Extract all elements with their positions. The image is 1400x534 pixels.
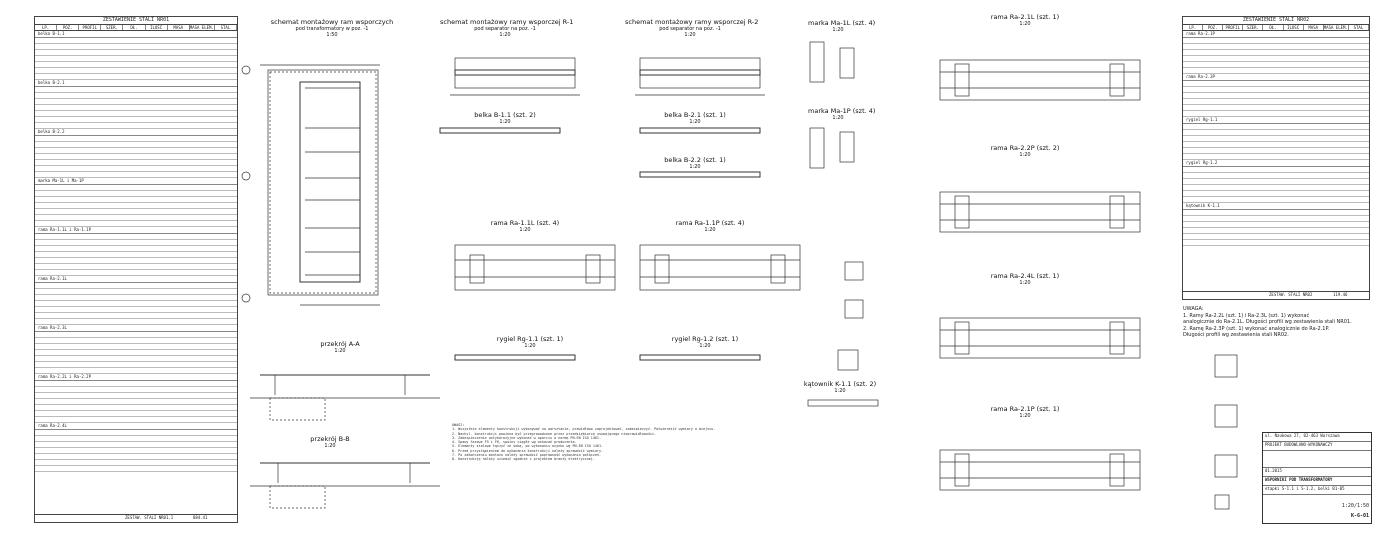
column-header: MASA ELEM. (1323, 25, 1348, 30)
rama-ra11p-title-text: rama Ra-1.1P (szt. 4) (675, 219, 745, 227)
uwagi-line: 1. Ramy Ra-2.2L (szt. 1) i Ra-2.3L (szt. 1) wykonać (1183, 312, 1310, 319)
katownik-title-text: kątownik K-1.1 (szt. 2) (803, 380, 877, 388)
rama-ra24l-title-text: rama Ra-2.4L (szt. 1) (990, 272, 1060, 280)
schemat-r2-subtitle: pod separator na poz. -1 (659, 26, 721, 32)
rygiel-rg11-title-text: rygiel Rg-1.1 (szt. 1) (496, 335, 564, 343)
column-header: ILOŚĆ (1284, 25, 1304, 30)
rama-ra11p-scale: 1:20 (704, 227, 716, 233)
column-header: LP. (35, 25, 57, 30)
rama-ra24l-scale: 1:20 (1019, 280, 1031, 286)
column-header: DŁ. (1263, 25, 1283, 30)
marka-ma1p-scale: 1:20 (832, 115, 844, 121)
schedule-section: marka Ma-1L i Ma-1P (35, 178, 237, 185)
column-header: MASA ELEM. (189, 25, 214, 30)
schedule-section: rama Ra-2.2L i Ra-2.2P (35, 374, 237, 381)
rama-ra22p-scale: 1:20 (1019, 152, 1031, 158)
przekroj-aa-scale: 1:20 (334, 348, 346, 354)
steel-schedule-total: 119.46 (1333, 292, 1348, 297)
title-block (1262, 432, 1372, 524)
rygiel-rg12-title-text: rygiel Rg-1.2 (szt. 1) (671, 335, 739, 343)
note-line: 3. Zabezpieczenie antykorozyjne wykonać w oparciu o normę PN-EN ISO 1461. (452, 435, 602, 440)
schedule-section: rama Ra-2.1L (35, 276, 237, 283)
rama-ra21l-scale: 1:20 (1019, 21, 1031, 27)
schemat-main-subtitle: pod transformatory w poz. -1 (295, 26, 369, 32)
note-line: 6. Przed przystąpieniem do wykonania konstrukcji należy sprawdzić wymiary. (452, 448, 604, 453)
belka-b11-title-text: belka B-1.1 (szt. 2) (474, 111, 536, 119)
rama-ra11l-drawing (455, 245, 615, 290)
rama-ra21p-title-text: rama Ra-2.1P (szt. 1) (990, 405, 1060, 413)
przekroj-bb-title-text: przekrój B-B (310, 435, 350, 443)
note-line: 2. Nachyl. konstrukcji powinno być przeprowadzone przez przedsiębiorcę usuwającego nieprawidłowości. (452, 431, 657, 436)
note-line: 1. Wszystkie elementy konstrukcji wykonywać na warsztacie, prawidłowo zaprojektować, zabezpieczyć. Potwierdzić wymiary w miejscu. (452, 427, 716, 432)
rama-ra11p-drawing (640, 245, 800, 290)
rama-ra11l-scale: 1:20 (519, 227, 531, 233)
przekroj-bb-drawing (250, 463, 440, 508)
column-header: SZER. (101, 25, 123, 30)
schemat-r2-drawing (635, 58, 765, 95)
schedule-section: rama Ra-1.1L i Ra-1.1P (35, 227, 237, 234)
schemat-main-title-text: schemat montażowy ram wsporczych (270, 18, 394, 26)
column-header: DŁ. (123, 25, 145, 30)
rama-ra11l-title-text: rama Ra-1.1L (szt. 4) (490, 219, 560, 227)
rama-ra21l-drawing (940, 60, 1140, 100)
general-notes (452, 423, 715, 462)
schedule-section: kątownik K-1.1 (1183, 203, 1369, 210)
schedule-section: belka B-1.1 (35, 31, 237, 38)
column-header: POZ. (57, 25, 79, 30)
column-header: POZ. (1203, 25, 1223, 30)
rama-ra21l-title-text: rama Ra-2.1L (szt. 1) (990, 13, 1060, 21)
przekroj-bb-scale: 1:20 (324, 443, 336, 449)
schemat-r1-scale: 1:20 (499, 32, 511, 38)
steel-schedule-footer-label: ZESTAW. STALI NR02 (1269, 292, 1313, 297)
rygiel-rg12-scale: 1:20 (699, 343, 711, 349)
marka-ma1p-title-text: marka Ma-1P (szt. 4) (808, 107, 876, 115)
schemat-main-drawing (242, 65, 380, 305)
schemat-r1-drawing (450, 58, 580, 95)
column-header: PROFIL (79, 25, 101, 30)
rama-ra24l-drawing (940, 318, 1140, 358)
katownik-scale: 1:20 (834, 388, 846, 394)
schedule-section: rygiel Rg-1.2 (1183, 160, 1369, 167)
title-block-drawing2: etapki S-1.1 i S-1.2, belki B1-B5 (1263, 486, 1371, 495)
przekroj-aa-title-text: przekrój A-A (320, 340, 360, 348)
title-block-address: ul. Naukowa 27, 02-463 Warszawa (1263, 433, 1371, 442)
column-header: MASA (168, 25, 190, 30)
schemat-r2-title-text: schemat montażowy ramy wsporczej R-2 (625, 18, 759, 26)
schemat-r1-title-text: schemat montażowy ramy wsporczej R-1 (440, 18, 574, 26)
belka-b22-scale: 1:20 (689, 164, 701, 170)
steel-schedule-header: ZESTAWIENIE STALI NR01 (35, 17, 237, 25)
title-block-code: 01.2015 (1263, 468, 1371, 477)
column-header: STAL (215, 25, 237, 30)
schedule-section: rama Ra-2.3L (35, 325, 237, 332)
marka-ma1l-scale: 1:20 (832, 27, 844, 33)
schedule-section: belka B-2.2 (35, 129, 237, 136)
rama-ra22p-title-text: rama Ra-2.2P (szt. 2) (990, 144, 1060, 152)
steel-schedule-footer-label: ZESTAW. STALI NR01.1 (125, 515, 174, 520)
schedule-section: rama Ra-2.1P (1183, 31, 1369, 38)
column-header: STAL (1349, 25, 1369, 30)
schedule-section: rygiel Rg-1.1 (1183, 117, 1369, 124)
uwagi-header: UWAGA: (1183, 306, 1204, 312)
column-header: LP. (1183, 25, 1203, 30)
title-block-drawing: WSPORNIKI POD TRANSFORMATORY (1263, 477, 1371, 486)
steel-schedule-header: ZESTAWIENIE STALI NR02 (1183, 17, 1369, 25)
title-block-project: PROJEKT BUDOWLANO-WYKONAWCZY (1263, 442, 1371, 451)
note-line: 5. Elementy stalowe łączyć ze sobą, po wykonaniu ocynku wg PN-EN ISO 1461. (452, 444, 604, 449)
column-header: PROFIL (1223, 25, 1243, 30)
belka-b11-scale: 1:20 (499, 119, 511, 125)
note-line: 7. Po zakończeniu montażu należy sprawdzić poprawność wykonania połączeń. (452, 453, 602, 458)
belka-b21-title-text: belka B-2.1 (szt. 1) (664, 111, 726, 119)
uwagi-block (1183, 306, 1352, 339)
schedule-section: rama Ra-2.3P (1183, 74, 1369, 81)
rama-ra21p-drawing (940, 450, 1140, 490)
belka-b21-scale: 1:20 (689, 119, 701, 125)
belka-b22-title-text: belka B-2.2 (szt. 1) (664, 156, 726, 164)
notes-list (452, 427, 715, 461)
rama-ra21p-scale: 1:20 (1019, 413, 1031, 419)
schemat-main-scale: 1:50 (326, 32, 338, 38)
note-line: 4. Spawy fazowe F5 i F6, spoiny ciągłe wg wskazań producenta. (452, 440, 577, 445)
title-block-number: K-6-01 (1350, 513, 1369, 519)
steel-schedule-total: 884.41 (193, 515, 208, 520)
note-line: 8. Konstrukcję należy uziemić zgodnie z projektem branży elektrycznej. (452, 457, 595, 462)
uwagi-line: 2. Ramę Ra-2.3P (szt. 1) wykonać analogicznie do Ra-2.1P. (1183, 325, 1330, 332)
column-header: ILOŚĆ (146, 25, 168, 30)
notes-header: UWAGI: (452, 423, 465, 427)
schemat-r2-scale: 1:20 (684, 32, 696, 38)
schedule-section: belka B-2.1 (35, 80, 237, 87)
column-header: SZER. (1243, 25, 1263, 30)
schedule-section: rama Ra-2.4L (35, 423, 237, 430)
column-header: MASA (1304, 25, 1324, 30)
uwagi-list (1183, 313, 1352, 339)
rama-ra22p-drawing (940, 192, 1140, 232)
przekroj-aa-drawing (250, 375, 440, 420)
schemat-r1-subtitle: pod separator na poz. -1 (474, 26, 536, 32)
uwagi-line: analogicznie do Ra-2.1L. Długości profili wg zestawienia stali NR01. (1183, 319, 1352, 325)
rygiel-rg11-scale: 1:20 (524, 343, 536, 349)
title-block-scale: 1:20/1:50 (1341, 503, 1369, 509)
marka-ma1l-title-text: marka Ma-1L (szt. 4) (808, 19, 876, 27)
uwagi-line: Długości profili wg zestawienia stali NR02. (1183, 332, 1289, 338)
